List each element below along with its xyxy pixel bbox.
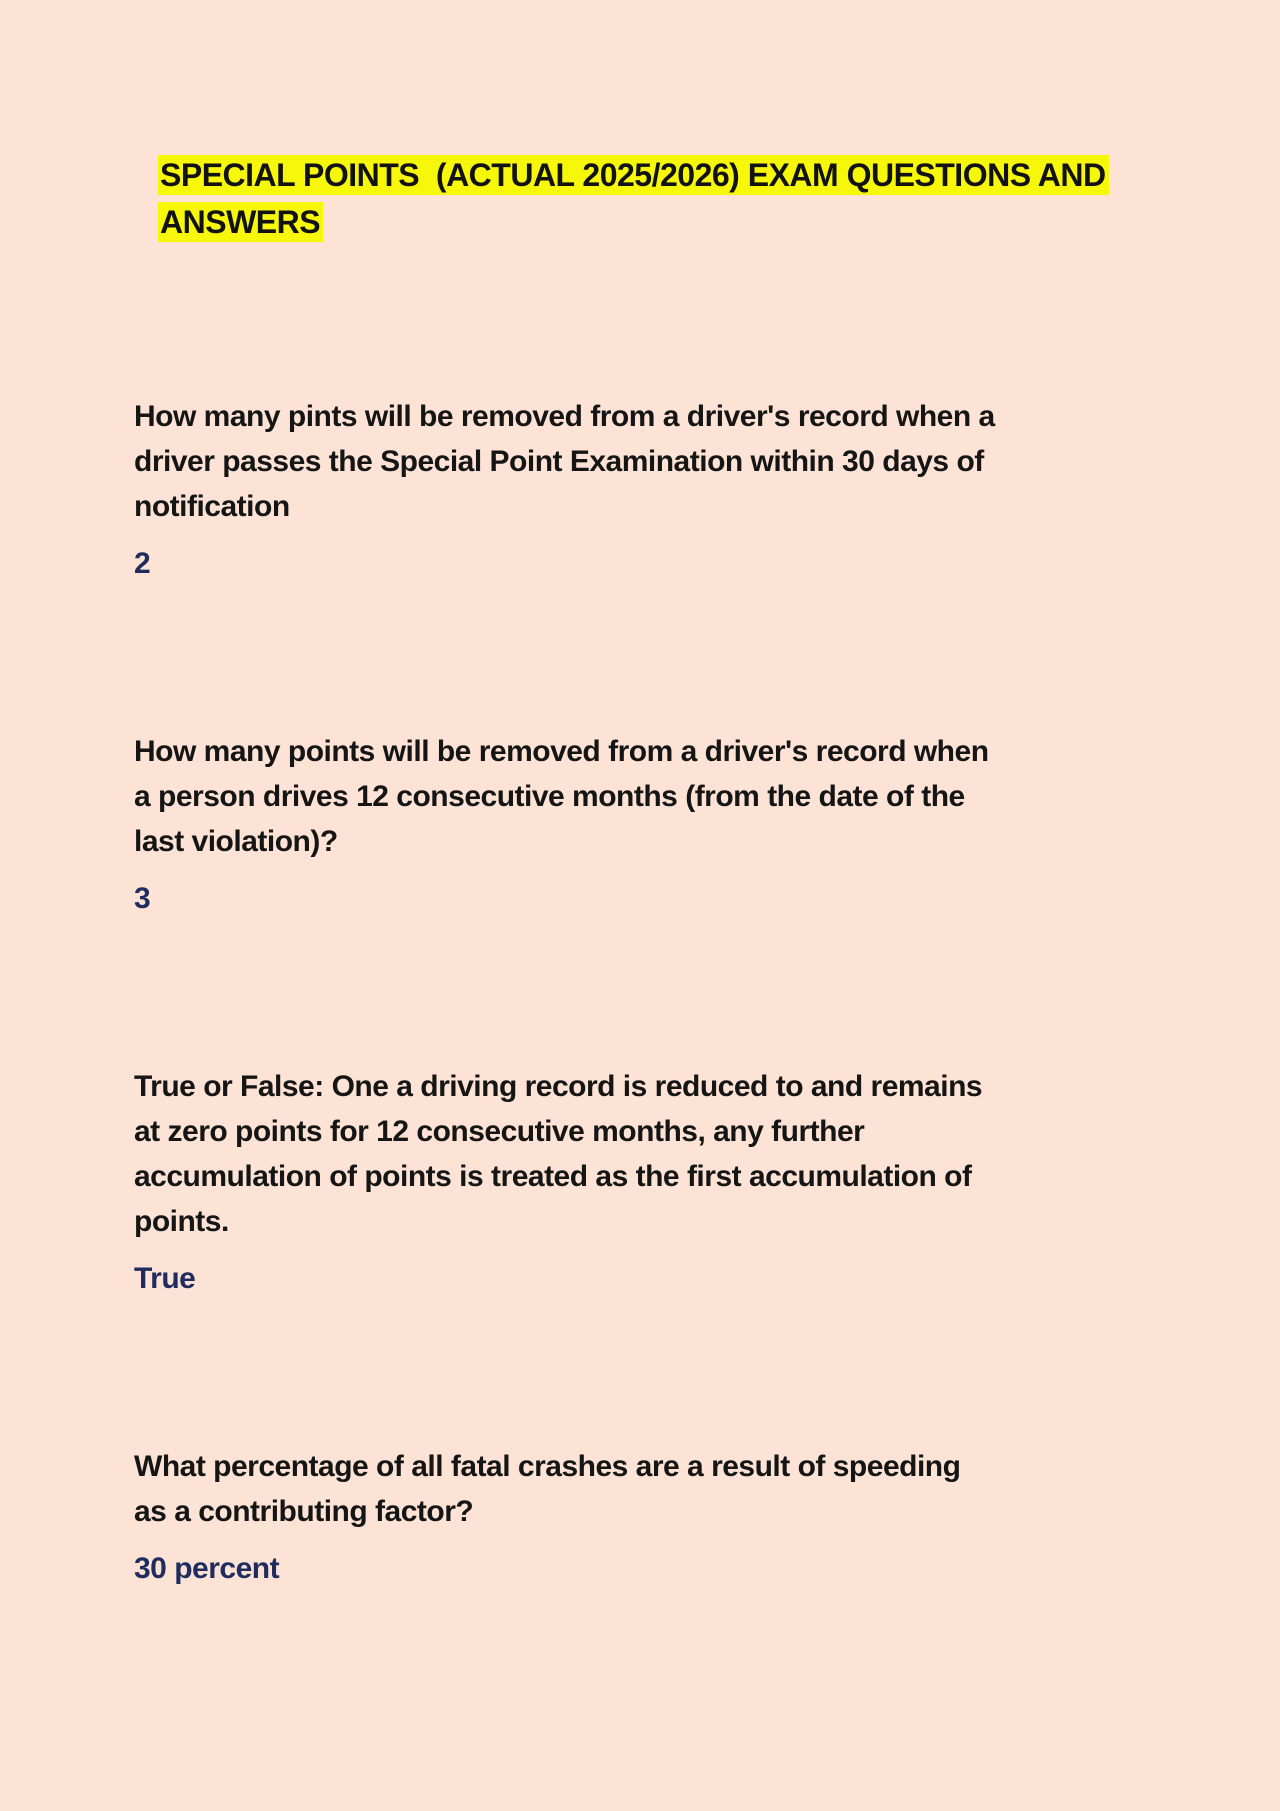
answer-text: 30 percent (134, 1552, 280, 1585)
answer-text: 3 (134, 882, 151, 915)
question-text: How many points will be removed from a driver's record when a person drives 12 consecutive months (from the date of the last violation)? (134, 735, 989, 858)
page-title-highlight: SPECIAL POINTS (ACTUAL 2025/2026) EXAM QUESTIONS AND ANSWERS (158, 155, 1109, 242)
question-text: How many pints will be removed from a driver's record when a driver passes the Special Point Examination within 30 days of notification (134, 400, 995, 523)
answer-text: True (134, 1262, 196, 1295)
question-text: What percentage of all fatal crashes are a result of speeding as a contributing factor? (134, 1450, 961, 1528)
qa-item (134, 1444, 1160, 1591)
qa-item (134, 1064, 1160, 1301)
answer-text: 2 (134, 547, 151, 580)
page-title (158, 152, 1160, 246)
qa-item (134, 394, 1160, 586)
question-text: True or False: One a driving record is reduced to and remains at zero points for 12 consecutive months, any further accumulation of points is treated as the first accumulation of points. (134, 1070, 983, 1238)
qa-item (134, 729, 1160, 921)
